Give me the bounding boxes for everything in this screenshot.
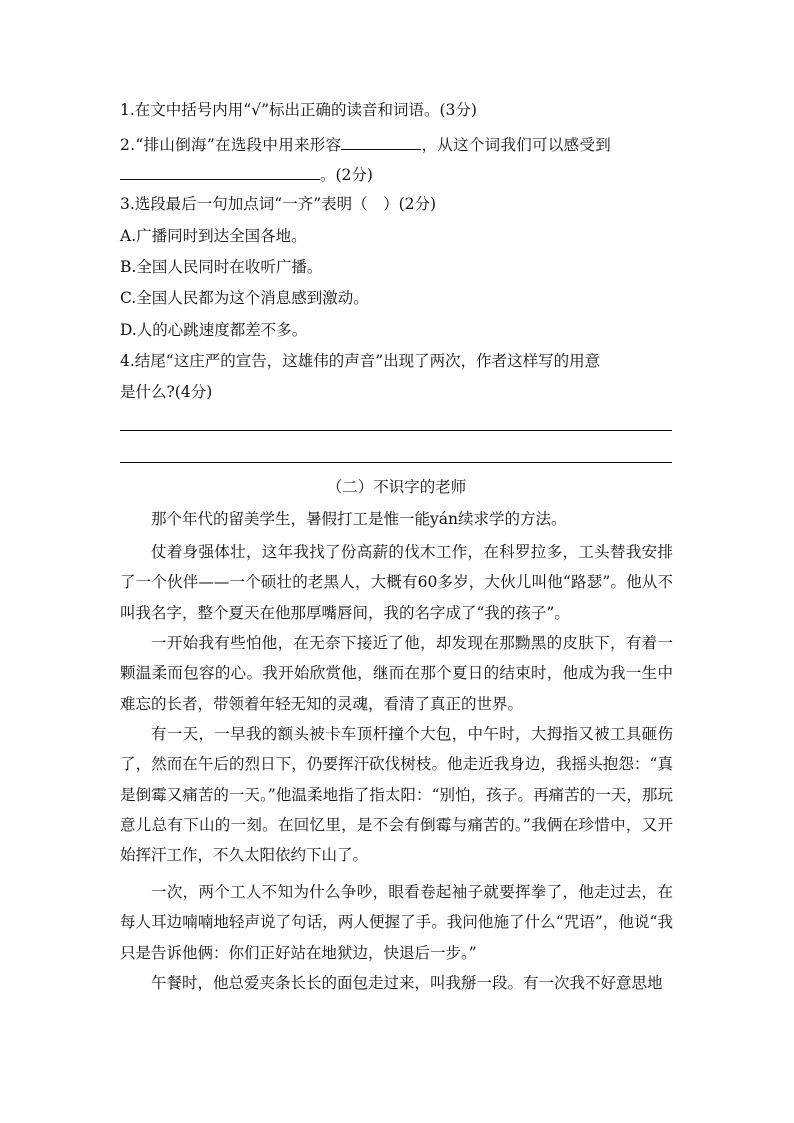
answer-blank[interactable] — [341, 133, 421, 150]
paragraph: 有一天，一早我的额头被卡车顶杆撞个大包，中午时，大拇指又被工具砸伤了，然而在午后的烈日下，仍要挥汗砍伐树枝。他走近我身边，我摇头抱怨：“真是倒霉又痛苦的一天。”他温柔地指了指太阳：“别怕，孩子。再痛苦的一天，那玩意儿总有下山的一刻。在回忆里，是不会有倒霉与痛苦的。”我俩在珍惜中，又开始挥汗工作，不久太阳依约下山了。 — [120, 725, 673, 865]
option-c: C.全国人民都为这个消息感到激动。 — [120, 289, 369, 307]
paragraph: 一开始我有些怕他，在无奈下接近了他，却发现在那黝黑的皮肤下，有着一颗温柔而包容的心。我开始欣赏他，继而在那个夏日的结束时，他成为我一生中难忘的长者，带领着年轻无知的灵魂，看清了真正的世界。 — [120, 634, 673, 713]
paragraph: 一次，两个工人不知为什么争吵，眼看卷起袖子就要挥拳了，他走过去，在每人耳边喃喃地轻声说了句话，两人便握了手。我问他施了什么“咒语”，他说“我只是告诉他俩：你们正好站在地狱边，快退后一步。” — [120, 883, 673, 962]
question-2-continuation — [120, 163, 675, 185]
question-3: 3.选段最后一句加点词“一齐”表明（ ）(2分) — [120, 195, 437, 213]
option-d: D.人的心跳速度都差不多。 — [120, 321, 308, 339]
question-4-line-1: 4.结尾“这庄严的宣告，这雄伟的声音”出现了两次，作者这样写的用意 — [120, 352, 601, 370]
paragraph: 午餐时，他总爱夹条长长的面包走过来，叫我掰一段。有一次我不好意思地 — [151, 974, 663, 992]
question-1: 1.在文中括号内用“√”标出正确的读音和词语。(3分) — [120, 101, 477, 119]
answer-line[interactable] — [120, 462, 672, 463]
paragraph: 仗着身强体壮，这年我找了份高薪的伐木工作，在科罗拉多，工头替我安排了一个伙伴——一个硕壮的老黑人，大概有60多岁，大伙儿叫他“路瑟”。他从不叫我名字，整个夏天在他那厚嘴唇间，我的名字成了“我的孩子”。 — [120, 543, 673, 622]
passage-title: （二）不识字的老师 — [326, 478, 467, 496]
option-b: B.全国人民同时在收听广播。 — [120, 258, 323, 276]
answer-line[interactable] — [120, 430, 672, 431]
question-2-text-a: 2.“排山倒海”在选段中用来形容 — [120, 136, 342, 154]
question-2-end: 。(2分) — [320, 166, 373, 184]
paragraph: 那个年代的留美学生，暑假打工是惟一能yán续求学的方法。 — [151, 510, 567, 528]
question-2-text-b: ，从这个词我们可以感受到 — [421, 136, 612, 154]
option-a: A.广播同时到达全国各地。 — [120, 227, 307, 245]
question-4-line-2: 是什么?(4分) — [120, 383, 213, 401]
answer-blank[interactable] — [120, 163, 320, 180]
question-2 — [120, 133, 675, 155]
